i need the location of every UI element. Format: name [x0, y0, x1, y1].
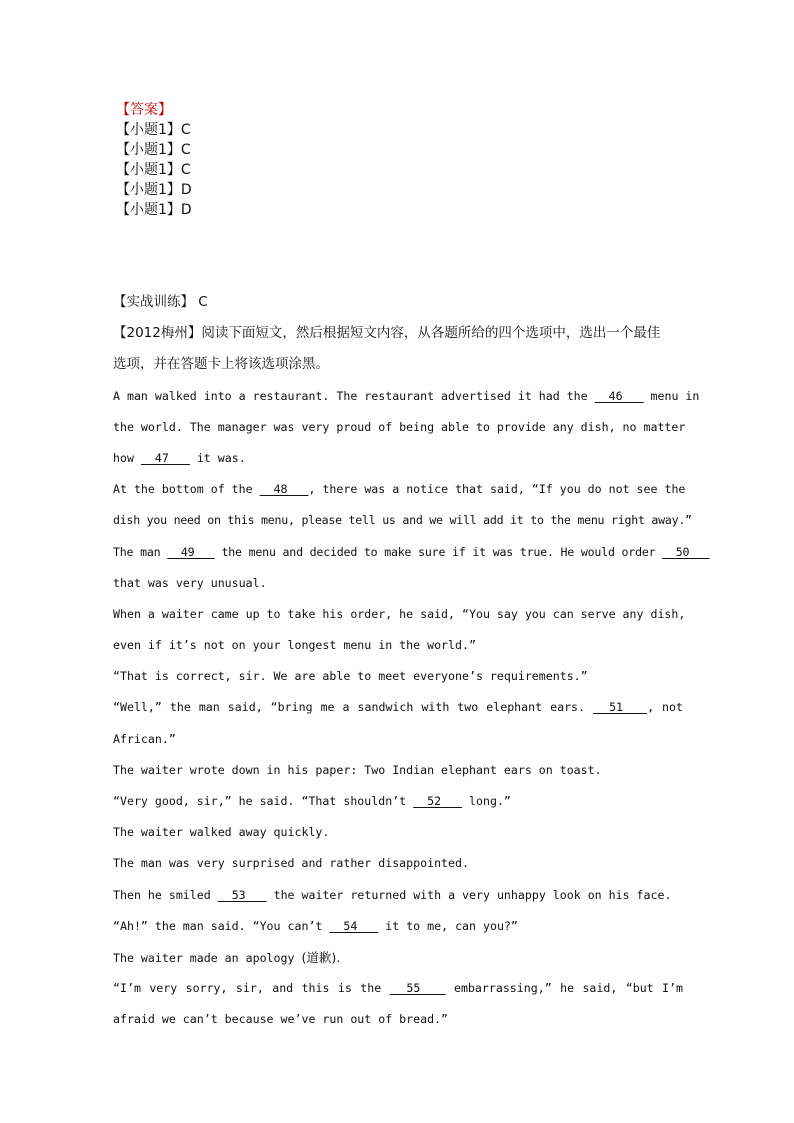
passage-text: embarrassing,” he said, “but I’m	[453, 981, 683, 996]
instruction-line-1: 【2012梅州】阅读下面短文，然后根据短文内容，从各题所给的四个选项中，选出一个最佳	[113, 325, 661, 342]
blank-55: 55	[406, 981, 421, 996]
passage-text: “Ah!” the man said. “You can’t	[113, 918, 323, 933]
passage-line	[113, 786, 683, 817]
passage-text: the menu and decided to make sure if it was true. He would order	[221, 544, 656, 559]
passage-line	[113, 537, 690, 568]
passage-line: African.”	[113, 731, 176, 746]
passage-line: dish you need on this menu, please tell us and we will add it to the menu right away.”	[113, 513, 692, 528]
exercise-section	[113, 287, 700, 1036]
blank-53: 53	[231, 887, 246, 902]
passage-line: “That is correct, sir. We are able to meet everyone’s requirements.”	[113, 669, 588, 684]
passage-line: When a waiter came up to take his order, he said, “You say you can serve any dish,	[113, 606, 686, 621]
passage-line	[113, 880, 683, 911]
passage-text: The waiter made an apology	[113, 950, 295, 965]
blank-54: 54	[343, 918, 358, 933]
passage-line: The waiter wrote down in his paper: Two Indian elephant ears on toast.	[113, 762, 602, 777]
answer-heading: 【答案】	[116, 102, 172, 118]
blank-49: 49	[180, 544, 195, 559]
passage-text: it to me, can you?”	[385, 918, 518, 933]
section-label: 【实战训练】 C	[113, 294, 208, 310]
passage-text: “Very good, sir,” he said. “That shouldn’t	[113, 794, 407, 808]
passage-line	[113, 911, 683, 942]
passage-line: even if it’s not on your longest menu in the world.”	[113, 638, 476, 653]
blank-48: 48	[273, 482, 288, 497]
passage-line	[113, 973, 683, 1004]
passage-text: long.”	[469, 794, 511, 808]
passage-text: menu in	[650, 388, 700, 403]
passage-text: “Well,” the man said, “bring me a sandwich with two elephant ears.	[113, 700, 586, 715]
blank-47: 47	[154, 450, 169, 465]
passage-text: , there was a notice that said, “If you do not see the	[308, 482, 686, 497]
passage-line: The man was very surprised and rather disappointed.	[113, 856, 469, 871]
passage-line: the world. The manager was very proud of being able to provide any dish, no matter	[113, 419, 686, 434]
passage-text: The man	[113, 544, 161, 559]
passage-text: At the bottom of the	[113, 482, 253, 497]
passage-line: that was very unusual.	[113, 575, 267, 590]
passage-line: The waiter walked away quickly.	[113, 825, 330, 840]
blank-50: 50	[675, 544, 690, 559]
passage-line	[113, 443, 683, 474]
passage-text: (道歉).	[301, 949, 341, 965]
blank-52: 52	[427, 794, 442, 808]
passage-text: A man walked into a restaurant. The restaurant advertised it had the	[113, 388, 588, 403]
passage-text: , not	[647, 700, 683, 715]
passage-text: how	[113, 450, 134, 465]
answer-block	[116, 100, 192, 220]
blank-51: 51	[609, 700, 624, 715]
passage-line	[113, 942, 683, 973]
passage-line	[113, 692, 683, 723]
passage-text: the waiter returned with a very unhappy look on his face.	[273, 887, 672, 902]
passage-line	[113, 381, 700, 412]
passage-text: “I’m very sorry, sir, and this is the	[113, 981, 382, 996]
instruction-line-2: 选项，并在答题卡上将该选项涂黑。	[113, 356, 329, 373]
passage-line	[113, 474, 686, 505]
answer-item: 【小题1】C	[116, 122, 191, 138]
blank-46: 46	[608, 388, 623, 403]
answer-item: 【小题1】C	[116, 162, 191, 178]
answer-item: 【小题1】D	[116, 202, 192, 218]
passage-text: it was.	[196, 450, 246, 465]
answer-item: 【小题1】C	[116, 142, 191, 158]
answer-item: 【小题1】D	[116, 182, 192, 198]
passage-line: afraid we can’t because we’ve run out of bread.”	[113, 1012, 449, 1027]
passage-text: Then he smiled	[113, 887, 211, 902]
